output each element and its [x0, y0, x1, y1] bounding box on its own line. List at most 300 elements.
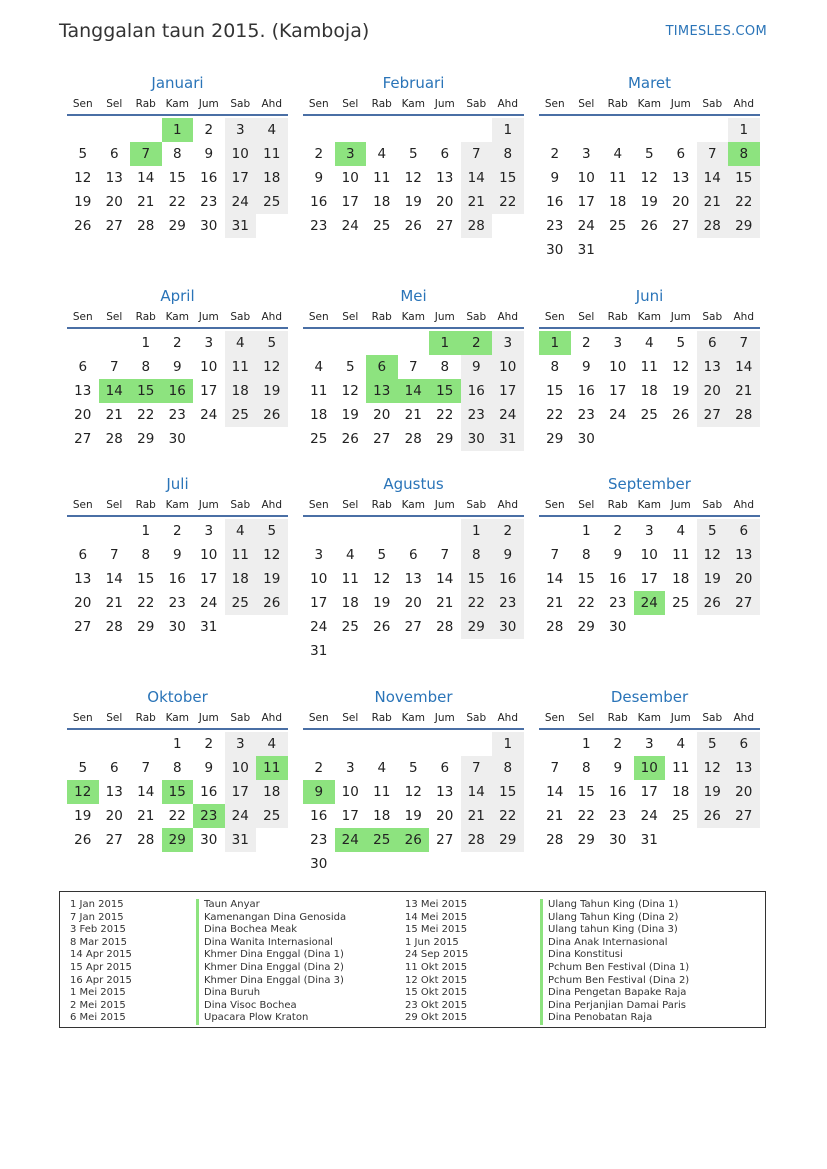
day-cell: 1: [492, 118, 524, 142]
weekday-label: Rab: [371, 311, 392, 323]
day-cell: 20: [728, 567, 760, 591]
day-cell: 25: [310, 431, 328, 447]
day-cell: 8: [440, 359, 450, 375]
empty-cell: [67, 118, 99, 142]
day-cell: 14: [461, 166, 493, 190]
day-cell: 25: [225, 591, 257, 615]
day-cell: 28: [546, 832, 564, 848]
day-cell: 10: [200, 359, 218, 375]
day-cell: 21: [461, 804, 493, 828]
day-cell: 29: [137, 431, 155, 447]
weekday-label: Sel: [106, 499, 123, 511]
empty-cell: [335, 331, 367, 355]
legend-holiday-name: Ulang Tahun King (Dina 1): [540, 899, 689, 912]
holiday-day-cell: 13: [366, 379, 398, 403]
legend-holiday-name: Dina Buruh: [196, 987, 346, 1000]
empty-cell: [539, 519, 571, 543]
weekday-label: Sen: [72, 311, 93, 323]
day-cell: 17: [609, 383, 627, 399]
weekday-label: Sen: [72, 98, 93, 110]
day-cell: 20: [105, 808, 123, 824]
legend-date: 14 Mei 2015: [405, 911, 468, 923]
day-cell: 5: [78, 146, 88, 162]
legend-holiday-name: Ulang tahun King (Dina 3): [540, 924, 689, 937]
month-januari: [67, 72, 288, 238]
day-cell: 11: [225, 543, 257, 567]
legend-holiday-name: Pchum Ben Festival (Dina 1): [540, 962, 689, 975]
empty-cell: [398, 732, 430, 756]
weekday-label: Sab: [702, 311, 723, 323]
day-cell: 27: [105, 832, 123, 848]
day-cell: 13: [404, 571, 422, 587]
day-cell: 26: [256, 591, 288, 615]
day-cell: 1: [581, 736, 591, 752]
day-cell: 18: [373, 808, 391, 824]
day-cell: 20: [373, 407, 391, 423]
day-cell: 11: [256, 142, 288, 166]
day-cell: 19: [404, 808, 422, 824]
day-cell: 6: [728, 519, 760, 543]
legend-date: 24 Sep 2015: [405, 949, 469, 961]
day-cell: 3: [644, 523, 654, 539]
weekday-label: Kam: [637, 311, 661, 323]
day-cell: 27: [672, 218, 690, 234]
day-cell: 7: [550, 547, 560, 563]
day-cell: 28: [546, 619, 564, 635]
day-cell: 22: [728, 190, 760, 214]
weekday-label: Sab: [230, 311, 251, 323]
day-cell: 7: [109, 547, 119, 563]
weekday-label: Sel: [578, 712, 595, 724]
day-cell: 23: [200, 194, 218, 210]
day-cell: 26: [697, 804, 729, 828]
day-cell: 18: [256, 166, 288, 190]
legend-dates-left: [70, 899, 132, 1025]
empty-cell: [634, 118, 666, 142]
day-cell: 20: [74, 595, 92, 611]
brand-link[interactable]: TIMESLES.COM: [665, 24, 767, 39]
day-cell: 1: [492, 732, 524, 756]
day-cell: 29: [137, 619, 155, 635]
day-cell: 8: [141, 359, 151, 375]
weekday-label: Kam: [165, 712, 189, 724]
weekday-label: Sel: [342, 311, 359, 323]
weekday-label: Ahd: [261, 98, 282, 110]
day-cell: 26: [74, 218, 92, 234]
day-cell: 21: [137, 808, 155, 824]
day-cell: 3: [581, 146, 591, 162]
empty-cell: [67, 331, 99, 355]
empty-cell: [303, 331, 335, 355]
day-cell: 2: [613, 523, 623, 539]
day-cell: 22: [168, 808, 186, 824]
day-cell: 8: [492, 756, 524, 780]
day-cell: 28: [105, 431, 123, 447]
day-cell: 3: [204, 335, 214, 351]
day-cell: 26: [697, 591, 729, 615]
day-cell: 10: [640, 547, 658, 563]
weekday-label: Ahd: [497, 499, 518, 511]
weekday-label: Kam: [401, 712, 425, 724]
day-cell: 11: [640, 359, 658, 375]
holiday-day-cell: 8: [728, 142, 760, 166]
legend-holiday-name: Dina Penobatan Raja: [540, 1012, 689, 1025]
weekday-label: Sen: [544, 712, 565, 724]
day-cell: 8: [172, 146, 182, 162]
day-cell: 19: [341, 407, 359, 423]
weekday-label: Sab: [702, 499, 723, 511]
day-cell: 23: [310, 832, 328, 848]
weekday-label: Sen: [308, 712, 329, 724]
day-cell: 27: [74, 619, 92, 635]
day-cell: 30: [168, 619, 186, 635]
day-cell: 30: [609, 832, 627, 848]
day-cell: 18: [672, 571, 690, 587]
day-cell: 27: [728, 591, 760, 615]
weekday-label: Sel: [342, 712, 359, 724]
day-cell: 16: [609, 571, 627, 587]
day-cell: 19: [697, 780, 729, 804]
legend-dates-right: [405, 899, 468, 1025]
day-cell: 30: [200, 218, 218, 234]
day-grid: [539, 730, 760, 852]
day-cell: 17: [225, 780, 257, 804]
day-cell: 21: [697, 190, 729, 214]
weekday-label: Sen: [544, 311, 565, 323]
weekday-label: Kam: [401, 311, 425, 323]
weekday-label: Sab: [702, 712, 723, 724]
weekday-label: Rab: [371, 499, 392, 511]
empty-cell: [99, 519, 131, 543]
month-name: Juli: [166, 475, 189, 493]
weekday-label: Sel: [578, 98, 595, 110]
day-cell: 9: [613, 760, 623, 776]
day-cell: 28: [137, 218, 155, 234]
empty-cell: [665, 118, 697, 142]
day-cell: 21: [105, 407, 123, 423]
month-maret: [539, 72, 760, 262]
day-cell: 25: [225, 403, 257, 427]
day-cell: 22: [168, 194, 186, 210]
day-cell: 31: [310, 643, 328, 659]
weekday-header: [67, 708, 288, 730]
day-cell: 28: [461, 214, 493, 238]
day-cell: 10: [341, 170, 359, 186]
day-cell: 26: [256, 403, 288, 427]
day-cell: 13: [436, 784, 454, 800]
month-name: Agustus: [383, 475, 444, 493]
legend-holiday-name: Khmer Dina Enggal (Dina 1): [196, 949, 346, 962]
day-cell: 26: [404, 218, 422, 234]
weekday-header: [303, 495, 524, 517]
day-grid: [539, 329, 760, 451]
day-cell: 18: [373, 194, 391, 210]
day-grid: [539, 116, 760, 262]
day-cell: 27: [436, 218, 454, 234]
holiday-day-cell: 1: [539, 331, 571, 355]
day-cell: 22: [461, 591, 493, 615]
day-cell: 29: [461, 615, 493, 639]
legend-holiday-name: Dina Visoc Bochea: [196, 1000, 346, 1013]
empty-cell: [99, 732, 131, 756]
day-cell: 4: [613, 146, 623, 162]
day-cell: 27: [697, 403, 729, 427]
empty-cell: [130, 732, 162, 756]
day-grid: [303, 730, 524, 876]
day-cell: 2: [613, 736, 623, 752]
weekday-label: Sel: [578, 311, 595, 323]
day-cell: 15: [461, 567, 493, 591]
empty-cell: [461, 118, 493, 142]
day-cell: 10: [200, 547, 218, 563]
day-cell: 17: [200, 383, 218, 399]
legend-holiday-name: Dina Anak Internasional: [540, 937, 689, 950]
day-cell: 16: [609, 784, 627, 800]
day-cell: 24: [200, 407, 218, 423]
day-cell: 2: [204, 122, 214, 138]
day-cell: 7: [461, 142, 493, 166]
day-cell: 26: [672, 407, 690, 423]
day-cell: 4: [345, 547, 355, 563]
day-cell: 21: [546, 595, 564, 611]
weekday-label: Kam: [165, 98, 189, 110]
weekday-header: [303, 94, 524, 116]
day-cell: 22: [137, 407, 155, 423]
empty-cell: [335, 519, 367, 543]
day-cell: 10: [225, 142, 257, 166]
day-cell: 18: [672, 784, 690, 800]
day-cell: 8: [581, 547, 591, 563]
holiday-day-cell: 24: [335, 828, 367, 852]
page-title: Tanggalan taun 2015. (Kamboja): [59, 20, 370, 42]
day-cell: 24: [640, 808, 658, 824]
day-cell: 17: [640, 784, 658, 800]
weekday-label: Ahd: [497, 311, 518, 323]
day-cell: 1: [172, 736, 182, 752]
day-cell: 6: [676, 146, 686, 162]
day-cell: 9: [204, 146, 214, 162]
day-cell: 22: [492, 190, 524, 214]
day-cell: 8: [492, 142, 524, 166]
day-cell: 29: [577, 832, 595, 848]
weekday-label: Kam: [637, 98, 661, 110]
month-name: September: [608, 475, 691, 493]
day-cell: 27: [728, 804, 760, 828]
empty-cell: [303, 732, 335, 756]
day-cell: 28: [137, 832, 155, 848]
day-cell: 24: [492, 403, 524, 427]
day-cell: 28: [697, 214, 729, 238]
empty-cell: [697, 118, 729, 142]
day-cell: 21: [436, 595, 454, 611]
day-cell: 19: [697, 567, 729, 591]
empty-cell: [429, 118, 461, 142]
day-cell: 22: [492, 804, 524, 828]
day-cell: 29: [577, 619, 595, 635]
day-cell: 19: [74, 194, 92, 210]
legend-date: 15 Mei 2015: [405, 924, 468, 936]
day-cell: 15: [728, 166, 760, 190]
weekday-label: Rab: [607, 712, 628, 724]
weekday-header: [303, 307, 524, 329]
day-cell: 23: [577, 407, 595, 423]
day-cell: 23: [168, 407, 186, 423]
empty-cell: [461, 732, 493, 756]
month-name: Juni: [635, 287, 664, 305]
day-cell: 14: [546, 571, 564, 587]
day-grid: [67, 116, 288, 238]
day-grid: [303, 116, 524, 238]
empty-cell: [303, 519, 335, 543]
weekday-label: Rab: [371, 98, 392, 110]
day-cell: 15: [546, 383, 564, 399]
month-agustus: [303, 473, 524, 663]
day-cell: 5: [78, 760, 88, 776]
day-cell: 6: [440, 760, 450, 776]
day-cell: 22: [577, 595, 595, 611]
day-cell: 16: [310, 194, 328, 210]
day-cell: 10: [609, 359, 627, 375]
day-cell: 5: [644, 146, 654, 162]
weekday-label: Rab: [135, 98, 156, 110]
weekday-label: Kam: [637, 712, 661, 724]
day-cell: 18: [225, 379, 257, 403]
day-cell: 14: [105, 571, 123, 587]
legend-date: 3 Feb 2015: [70, 924, 126, 936]
legend-holiday-name: Ulang Tahun King (Dina 2): [540, 912, 689, 925]
day-cell: 19: [404, 194, 422, 210]
empty-cell: [366, 732, 398, 756]
day-cell: 27: [74, 431, 92, 447]
day-cell: 13: [105, 784, 123, 800]
weekday-label: Rab: [607, 499, 628, 511]
day-cell: 28: [436, 619, 454, 635]
day-cell: 24: [225, 804, 257, 828]
day-cell: 5: [697, 519, 729, 543]
legend-holiday-name: Khmer Dina Enggal (Dina 2): [196, 962, 346, 975]
legend-date: 12 Okt 2015: [405, 974, 468, 986]
day-cell: 30: [461, 427, 493, 451]
day-cell: 20: [672, 194, 690, 210]
legend-date: 15 Apr 2015: [70, 961, 132, 973]
day-cell: 8: [581, 760, 591, 776]
day-cell: 7: [697, 142, 729, 166]
day-cell: 13: [105, 170, 123, 186]
empty-cell: [67, 519, 99, 543]
day-cell: 4: [377, 760, 387, 776]
empty-cell: [67, 732, 99, 756]
weekday-label: Jum: [198, 712, 219, 724]
holiday-day-cell: 26: [398, 828, 430, 852]
weekday-label: Jum: [670, 712, 691, 724]
weekday-label: Jum: [434, 311, 455, 323]
empty-cell: [602, 118, 634, 142]
weekday-label: Sab: [230, 98, 251, 110]
day-cell: 15: [577, 571, 595, 587]
day-cell: 12: [640, 170, 658, 186]
day-cell: 14: [137, 784, 155, 800]
holiday-legend: [59, 891, 766, 1028]
day-cell: 27: [373, 431, 391, 447]
empty-cell: [398, 118, 430, 142]
legend-date: 11 Okt 2015: [405, 961, 468, 973]
weekday-label: Sel: [106, 712, 123, 724]
day-cell: 2: [581, 335, 591, 351]
weekday-label: Sel: [106, 311, 123, 323]
day-cell: 6: [109, 146, 119, 162]
day-cell: 12: [404, 784, 422, 800]
legend-date: 1 Mei 2015: [70, 987, 126, 999]
day-cell: 7: [440, 547, 450, 563]
day-cell: 11: [310, 383, 328, 399]
holiday-day-cell: 23: [193, 804, 225, 828]
weekday-label: Sel: [342, 499, 359, 511]
empty-cell: [398, 331, 430, 355]
day-cell: 31: [492, 427, 524, 451]
day-cell: 9: [550, 170, 560, 186]
weekday-header: [67, 94, 288, 116]
weekday-label: Sab: [702, 98, 723, 110]
day-cell: 30: [492, 615, 524, 639]
empty-cell: [130, 118, 162, 142]
day-cell: 8: [141, 547, 151, 563]
day-cell: 13: [728, 756, 760, 780]
day-cell: 31: [200, 619, 218, 635]
day-cell: 7: [550, 760, 560, 776]
weekday-header: [539, 307, 760, 329]
legend-date: 29 Okt 2015: [405, 1012, 468, 1024]
weekday-label: Sen: [72, 712, 93, 724]
day-cell: 12: [404, 170, 422, 186]
day-grid: [67, 517, 288, 639]
holiday-day-cell: 10: [634, 756, 666, 780]
weekday-label: Rab: [607, 98, 628, 110]
month-name: Mei: [400, 287, 427, 305]
weekday-label: Sen: [308, 499, 329, 511]
weekday-label: Ahd: [497, 98, 518, 110]
day-cell: 5: [256, 519, 288, 543]
day-cell: 21: [461, 190, 493, 214]
weekday-label: Jum: [670, 499, 691, 511]
day-cell: 23: [492, 591, 524, 615]
weekday-label: Jum: [434, 499, 455, 511]
day-cell: 21: [404, 407, 422, 423]
day-cell: 2: [314, 146, 324, 162]
legend-date: 7 Jan 2015: [70, 911, 124, 923]
holiday-day-cell: 6: [366, 355, 398, 379]
day-cell: 13: [672, 170, 690, 186]
empty-cell: [99, 118, 131, 142]
day-cell: 31: [640, 832, 658, 848]
day-cell: 16: [310, 808, 328, 824]
day-cell: 17: [200, 571, 218, 587]
month-september: [539, 473, 760, 639]
holiday-day-cell: 29: [162, 828, 194, 852]
day-cell: 10: [492, 355, 524, 379]
empty-cell: [398, 519, 430, 543]
day-cell: 3: [225, 118, 257, 142]
weekday-label: Sen: [308, 98, 329, 110]
day-cell: 20: [436, 808, 454, 824]
day-cell: 6: [697, 331, 729, 355]
legend-date: 2 Mei 2015: [70, 999, 126, 1011]
day-cell: 5: [408, 146, 418, 162]
day-cell: 13: [436, 170, 454, 186]
day-cell: 5: [408, 760, 418, 776]
day-cell: 7: [408, 359, 418, 375]
legend-date: 1 Jan 2015: [70, 899, 124, 910]
legend-holiday-name: Dina Pengetan Bapake Raja: [540, 987, 689, 1000]
